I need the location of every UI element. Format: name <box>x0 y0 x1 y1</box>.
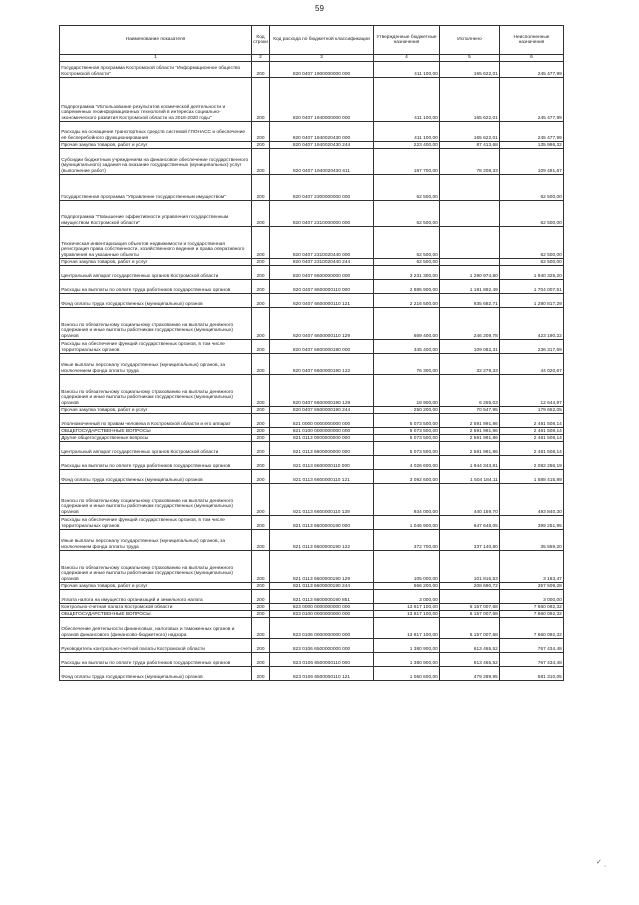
header-line-code: Код строки <box>252 26 270 55</box>
row-line-code: 200 <box>252 340 270 354</box>
row-executed: 1 504 184,11 <box>440 470 500 484</box>
row-executed: 6 157 007,68 <box>440 618 500 639</box>
column-number: 2 <box>252 55 270 62</box>
row-name: Иные выплаты персоналу государственных (муниципальных) органов, за исключением фонда оплаты труда <box>60 530 252 551</box>
row-line-code: 200 <box>252 456 270 470</box>
row-executed: 6 255,03 <box>440 375 500 407</box>
row-expense-code: 823 0100 0000000000 000 <box>270 611 374 618</box>
row-approved: 5 073 500,00 <box>374 428 440 435</box>
row-unexecuted: 399 251,95 <box>500 516 564 530</box>
row-expense-code: 820 0407 6600000110 000 <box>270 280 374 294</box>
table-row <box>60 435 564 442</box>
row-executed: 165 622,01 <box>440 78 500 122</box>
row-unexecuted: 1 280 817,29 <box>500 294 564 308</box>
table-row <box>60 201 564 227</box>
row-executed: 613 465,52 <box>440 653 500 667</box>
row-expense-code: 821 0113 6600000110 121 <box>270 470 374 484</box>
row-executed: 109 082,31 <box>440 340 500 354</box>
row-line-code: 200 <box>252 653 270 667</box>
row-expense-code: 823 0106 6500000000 000 <box>270 639 374 653</box>
budget-execution-table <box>59 25 564 681</box>
row-expense-code: 820 0407 2310000000 000 <box>270 201 374 227</box>
row-expense-code: 821 0113 6600000000 000 <box>270 442 374 456</box>
row-line-code: 200 <box>252 590 270 604</box>
check-mark-icon: ✓ <box>596 859 602 866</box>
row-unexecuted: 767 434,48 <box>500 653 564 667</box>
row-line-code: 200 <box>252 142 270 149</box>
row-expense-code: 821 0113 6600000190 129 <box>270 551 374 583</box>
table-row <box>60 259 564 266</box>
row-unexecuted: 7 660 092,32 <box>500 618 564 639</box>
row-name: Уплата налога на имущество организаций и земельного налога <box>60 590 252 604</box>
row-name: Подпрограмма "Повышение эффективности управления государственным имуществом Костромской области" <box>60 201 252 227</box>
row-unexecuted: 1 940 325,20 <box>500 266 564 280</box>
row-name: Взносы по обязательному социальному страхованию на выплаты денежного содержания и иные выплаты работникам государственных (муниципальных) органов <box>60 551 252 583</box>
row-approved: 13 817 100,00 <box>374 604 440 611</box>
row-expense-code: 820 0407 6600000000 000 <box>270 266 374 280</box>
row-approved: 13 817 100,00 <box>374 618 440 639</box>
row-expense-code: 820 0407 6600000110 121 <box>270 294 374 308</box>
row-line-code: 200 <box>252 62 270 78</box>
row-executed: 1 290 974,80 <box>440 266 500 280</box>
row-expense-code: 821 0113 6600000190 122 <box>270 530 374 551</box>
row-executed: 1 944 343,81 <box>440 456 500 470</box>
row-unexecuted: 423 190,22 <box>500 308 564 340</box>
row-name: Взносы по обязательному социальному страхованию на выплаты денежного содержания и иные выплаты работникам государственных (муниципальных) органов <box>60 375 252 407</box>
table-row <box>60 456 564 470</box>
row-executed: 613 465,52 <box>440 639 500 653</box>
row-expense-code: 820 0407 1900000000 000 <box>270 62 374 78</box>
table-row <box>60 407 564 414</box>
row-line-code: 200 <box>252 484 270 516</box>
row-name: Расходы на оснащение транспортных средств системой ГЛОНАСС и обеспечение её бесперебойного функционирования <box>60 122 252 142</box>
row-expense-code: 823 0106 6500000110 000 <box>270 653 374 667</box>
row-line-code: 200 <box>252 414 270 428</box>
row-approved: 3 231 300,00 <box>374 266 440 280</box>
row-executed: 6 157 007,68 <box>440 611 500 618</box>
row-expense-code: 821 0113 6600000110 129 <box>270 484 374 516</box>
table-row <box>60 414 564 428</box>
row-line-code: 200 <box>252 667 270 681</box>
row-name: Техническая инвентаризация объектов недвижимости и государственная регистрация права собственности, хозяйственного ведения и права оперативного управления на указанные объекты <box>60 227 252 259</box>
row-executed: 165 622,01 <box>440 122 500 142</box>
table-row <box>60 551 564 583</box>
row-unexecuted: 1 704 007,51 <box>500 280 564 294</box>
row-unexecuted: 44 020,67 <box>500 354 564 375</box>
row-approved: 2 885 900,00 <box>374 280 440 294</box>
row-executed: 165 622,01 <box>440 62 500 78</box>
row-unexecuted: 109 491,67 <box>500 149 564 175</box>
table-row <box>60 175 564 201</box>
row-name: Прочая закупка товаров, работ и услуг <box>60 142 252 149</box>
row-expense-code: 820 0407 1940020430 000 <box>270 122 374 142</box>
table-row <box>60 122 564 142</box>
row-approved: 411 100,00 <box>374 78 440 122</box>
row-executed: 440 159,70 <box>440 484 500 516</box>
row-expense-code: 820 0407 6600000190 244 <box>270 407 374 414</box>
row-unexecuted: 62 500,00 <box>500 227 564 259</box>
row-line-code: 200 <box>252 639 270 653</box>
row-line-code: 200 <box>252 435 270 442</box>
row-unexecuted: 245 477,99 <box>500 122 564 142</box>
table-row <box>60 590 564 604</box>
row-executed: 647 648,05 <box>440 516 500 530</box>
row-approved: 3 000,00 <box>374 590 440 604</box>
row-approved: 4 026 600,00 <box>374 456 440 470</box>
table-row <box>60 142 564 149</box>
row-executed: 32 279,33 <box>440 354 500 375</box>
row-approved: 5 073 500,00 <box>374 414 440 428</box>
row-line-code: 200 <box>252 175 270 201</box>
row-approved: 62 500,00 <box>374 227 440 259</box>
table-row <box>60 308 564 340</box>
row-name: Руководитель контрольно-счетной палаты Костромской области <box>60 639 252 653</box>
table-row <box>60 470 564 484</box>
row-executed: 6 157 007,68 <box>440 604 500 611</box>
row-expense-code: 821 0000 0000000000 000 <box>270 414 374 428</box>
column-number: 6 <box>500 55 564 62</box>
table-row <box>60 340 564 354</box>
row-approved: 105 000,00 <box>374 551 440 583</box>
row-line-code: 200 <box>252 604 270 611</box>
row-unexecuted: 12 644,97 <box>500 375 564 407</box>
table-body <box>60 62 564 681</box>
row-approved: 1 060 600,00 <box>374 667 440 681</box>
row-line-code: 200 <box>252 78 270 122</box>
row-name: Субсидии бюджетным учреждениям на финансовое обеспечение государственного (муниципального) задания на оказание государственных (муниципальных) услуг (выполнение работ) <box>60 149 252 175</box>
row-unexecuted: 7 660 092,32 <box>500 611 564 618</box>
row-name: Другие общегосударственные вопросы <box>60 435 252 442</box>
table-row <box>60 280 564 294</box>
table-row <box>60 428 564 435</box>
row-approved: 372 700,00 <box>374 530 440 551</box>
table-row <box>60 618 564 639</box>
row-expense-code: 821 0113 6600000190 244 <box>270 583 374 590</box>
row-approved: 345 400,00 <box>374 340 440 354</box>
page-number: 59 <box>315 4 324 13</box>
row-name: Прочая закупка товаров, работ и услуг <box>60 407 252 414</box>
column-number: 3 <box>270 55 374 62</box>
row-approved: 411 100,00 <box>374 122 440 142</box>
row-expense-code: 820 0407 2310020440 244 <box>270 259 374 266</box>
table-row <box>60 375 564 407</box>
row-executed: 935 682,71 <box>440 294 500 308</box>
column-number: 4 <box>374 55 440 62</box>
row-expense-code: 821 0113 6600000190 000 <box>270 516 374 530</box>
row-unexecuted: 62 500,00 <box>500 259 564 266</box>
row-expense-code: 823 0106 6500000110 121 <box>270 667 374 681</box>
row-expense-code: 820 0407 6600000110 129 <box>270 308 374 340</box>
row-approved: 13 817 100,00 <box>374 611 440 618</box>
row-unexecuted: 2 082 256,19 <box>500 456 564 470</box>
row-expense-code: 820 0407 6600000190 000 <box>270 340 374 354</box>
row-approved: 62 500,00 <box>374 201 440 227</box>
table-row <box>60 62 564 78</box>
row-expense-code: 821 0100 0000000000 000 <box>270 428 374 435</box>
row-unexecuted: 179 652,05 <box>500 407 564 414</box>
row-approved: 1 046 900,00 <box>374 516 440 530</box>
row-approved: 3 092 600,00 <box>374 470 440 484</box>
row-unexecuted: 581 310,05 <box>500 667 564 681</box>
row-approved: 62 500,00 <box>374 175 440 201</box>
header-unexecuted: Неисполненные назначения <box>500 26 564 55</box>
row-unexecuted: 35 559,20 <box>500 530 564 551</box>
row-unexecuted: 493 840,30 <box>500 484 564 516</box>
row-name: Государственная программа "Управление государственным имуществом" <box>60 175 252 201</box>
row-line-code: 200 <box>252 375 270 407</box>
table-row <box>60 484 564 516</box>
row-approved: 76 300,00 <box>374 354 440 375</box>
table-row <box>60 516 564 530</box>
row-executed <box>440 175 500 201</box>
row-unexecuted: 767 434,48 <box>500 639 564 653</box>
row-line-code: 200 <box>252 201 270 227</box>
row-expense-code: 820 0407 2310020440 000 <box>270 227 374 259</box>
table-row <box>60 604 564 611</box>
row-name: ОБЩЕГОСУДАРСТВЕННЫЕ ВОПРОСЫ <box>60 428 252 435</box>
row-unexecuted: 62 500,00 <box>500 201 564 227</box>
row-line-code: 200 <box>252 266 270 280</box>
row-executed <box>440 201 500 227</box>
row-name: Фонд оплаты труда государственных (муниципальных) органов <box>60 667 252 681</box>
row-expense-code: 820 0407 1940020430 244 <box>270 142 374 149</box>
header-indicator-name: Наименование показателя <box>60 26 252 55</box>
row-name: Взносы по обязательному социальному страхованию на выплаты денежного содержания и иные выплаты работникам государственных (муниципальных) органов <box>60 308 252 340</box>
row-unexecuted: 1 588 415,89 <box>500 470 564 484</box>
row-line-code: 200 <box>252 227 270 259</box>
row-executed: 78 208,33 <box>440 149 500 175</box>
table-row <box>60 442 564 456</box>
row-unexecuted: 3 183,47 <box>500 551 564 583</box>
row-line-code: 200 <box>252 530 270 551</box>
table-row <box>60 354 564 375</box>
table-row <box>60 294 564 308</box>
row-executed <box>440 259 500 266</box>
row-executed: 246 209,78 <box>440 308 500 340</box>
table-row <box>60 78 564 122</box>
row-executed: 2 591 991,86 <box>440 442 500 456</box>
table-row <box>60 149 564 175</box>
row-unexecuted: 7 660 092,32 <box>500 604 564 611</box>
table-row <box>60 653 564 667</box>
row-line-code: 200 <box>252 442 270 456</box>
row-name: Фонд оплаты труда государственных (муниципальных) органов <box>60 470 252 484</box>
row-name: Прочая закупка товаров, работ и услуг <box>60 259 252 266</box>
row-unexecuted: 245 477,99 <box>500 62 564 78</box>
row-executed <box>440 590 500 604</box>
row-approved: 2 216 500,00 <box>374 294 440 308</box>
row-unexecuted: 2 481 508,14 <box>500 428 564 435</box>
row-unexecuted: 3 000,00 <box>500 590 564 604</box>
row-executed: 2 591 991,86 <box>440 414 500 428</box>
row-approved: 1 380 900,00 <box>374 639 440 653</box>
row-expense-code: 823 0000 0000000000 000 <box>270 604 374 611</box>
row-name: Расходы на обеспечение функций государственных органов, в том числе территориальных органов <box>60 340 252 354</box>
row-line-code: 200 <box>252 407 270 414</box>
row-expense-code: 820 0407 2300000000 000 <box>270 175 374 201</box>
row-line-code: 200 <box>252 122 270 142</box>
row-name: ОБЩЕГОСУДАРСТВЕННЫЕ ВОПРОСЫ <box>60 611 252 618</box>
row-name: Иные выплаты персоналу государственных (муниципальных) органов, за исключением фонда оплаты труда <box>60 354 252 375</box>
row-line-code: 200 <box>252 294 270 308</box>
row-executed: 2 591 991,86 <box>440 435 500 442</box>
row-unexecuted: 236 317,69 <box>500 340 564 354</box>
row-line-code: 200 <box>252 280 270 294</box>
row-expense-code: 821 0113 6600000110 000 <box>270 456 374 470</box>
row-name: Подпрограмма "Использование результатов космической деятельности и современных геоинформационных технологий в интересах социально-экономического развития Костромской области на 2016-2020 годы" <box>60 78 252 122</box>
row-name: Уполномоченный по правам человека в Костромской области и его аппарат <box>60 414 252 428</box>
row-line-code: 200 <box>252 611 270 618</box>
row-unexecuted: 2 481 508,14 <box>500 435 564 442</box>
table-row <box>60 583 564 590</box>
row-name: Расходы на выплаты по оплате труда работников государственных органов <box>60 456 252 470</box>
row-executed: 101 816,53 <box>440 551 500 583</box>
table-row <box>60 611 564 618</box>
row-name: Государственная программа Костромской области "Информационное общество Костромской области" <box>60 62 252 78</box>
row-approved: 669 400,00 <box>374 308 440 340</box>
row-approved: 934 000,00 <box>374 484 440 516</box>
table-row <box>60 266 564 280</box>
table-row <box>60 639 564 653</box>
row-line-code: 200 <box>252 516 270 530</box>
row-executed <box>440 227 500 259</box>
row-line-code: 200 <box>252 354 270 375</box>
header-executed: Исполнено <box>440 26 500 55</box>
header-expense-code: Код расхода по бюджетной классификации <box>270 26 374 55</box>
row-executed: 479 289,95 <box>440 667 500 681</box>
row-name: Расходы на выплаты по оплате труда работников государственных органов <box>60 653 252 667</box>
row-approved: 62 500,00 <box>374 259 440 266</box>
row-expense-code: 821 0113 0000000000 000 <box>270 435 374 442</box>
row-unexecuted: 357 509,28 <box>500 583 564 590</box>
row-expense-code: 820 0407 1940000000 000 <box>270 78 374 122</box>
column-number: 1 <box>60 55 252 62</box>
row-approved: 5 073 500,00 <box>374 442 440 456</box>
header-approved: Утвержденные бюджетные назначения <box>374 26 440 55</box>
row-name: Центральный аппарат государственных органов Костромской области <box>60 266 252 280</box>
row-executed: 87 413,68 <box>440 142 500 149</box>
row-line-code: 200 <box>252 259 270 266</box>
row-name: Прочая закупка товаров, работ и услуг <box>60 583 252 590</box>
row-expense-code: 820 0407 6600000190 122 <box>270 354 374 375</box>
row-executed: 2 591 991,86 <box>440 428 500 435</box>
row-unexecuted: 245 477,99 <box>500 78 564 122</box>
row-approved: 566 200,00 <box>374 583 440 590</box>
table-row <box>60 530 564 551</box>
row-approved: 411 100,00 <box>374 62 440 78</box>
row-expense-code: 820 0407 1940020430 611 <box>270 149 374 175</box>
table-row <box>60 227 564 259</box>
row-expense-code: 820 0407 6600000190 129 <box>270 375 374 407</box>
row-name: Фонд оплаты труда государственных (муниципальных) органов <box>60 294 252 308</box>
table-row <box>60 667 564 681</box>
row-line-code: 200 <box>252 149 270 175</box>
row-line-code: 200 <box>252 308 270 340</box>
row-approved: 223 400,00 <box>374 142 440 149</box>
row-approved: 1 380 900,00 <box>374 653 440 667</box>
row-unexecuted: 2 481 508,14 <box>500 442 564 456</box>
row-line-code: 200 <box>252 583 270 590</box>
row-expense-code: 821 0113 6600000190 851 <box>270 590 374 604</box>
row-line-code: 200 <box>252 618 270 639</box>
row-executed: 1 181 892,49 <box>440 280 500 294</box>
column-number: 5 <box>440 55 500 62</box>
row-approved: 250 200,00 <box>374 407 440 414</box>
row-name: Взносы по обязательному социальному страхованию на выплаты денежного содержания и иные выплаты работникам государственных (муниципальных) органов <box>60 484 252 516</box>
row-line-code: 200 <box>252 470 270 484</box>
row-approved: 5 073 500,00 <box>374 435 440 442</box>
row-name: Расходы на выплаты по оплате труда работников государственных органов <box>60 280 252 294</box>
row-executed: 208 690,72 <box>440 583 500 590</box>
row-unexecuted: 2 481 508,14 <box>500 414 564 428</box>
row-line-code: 200 <box>252 428 270 435</box>
row-approved: 187 700,00 <box>374 149 440 175</box>
row-name: Обеспечение деятельности финансовых, налоговых и таможенных органов и органов финансового (финансово-бюджетного) надзора <box>60 618 252 639</box>
row-approved: 18 900,00 <box>374 375 440 407</box>
row-unexecuted: 62 500,00 <box>500 175 564 201</box>
row-expense-code: 823 0106 0000000000 000 <box>270 618 374 639</box>
row-name: Расходы на обеспечение функций государственных органов, в том числе территориальных органов <box>60 516 252 530</box>
row-line-code: 200 <box>252 551 270 583</box>
check-mark-icon: ˋ <box>604 866 607 873</box>
row-executed: 70 547,95 <box>440 407 500 414</box>
row-unexecuted: 135 986,32 <box>500 142 564 149</box>
row-name: Центральный аппарат государственных органов Костромской области <box>60 442 252 456</box>
row-name: Контрольно-счетная палата Костромской области <box>60 604 252 611</box>
row-executed: 337 140,80 <box>440 530 500 551</box>
